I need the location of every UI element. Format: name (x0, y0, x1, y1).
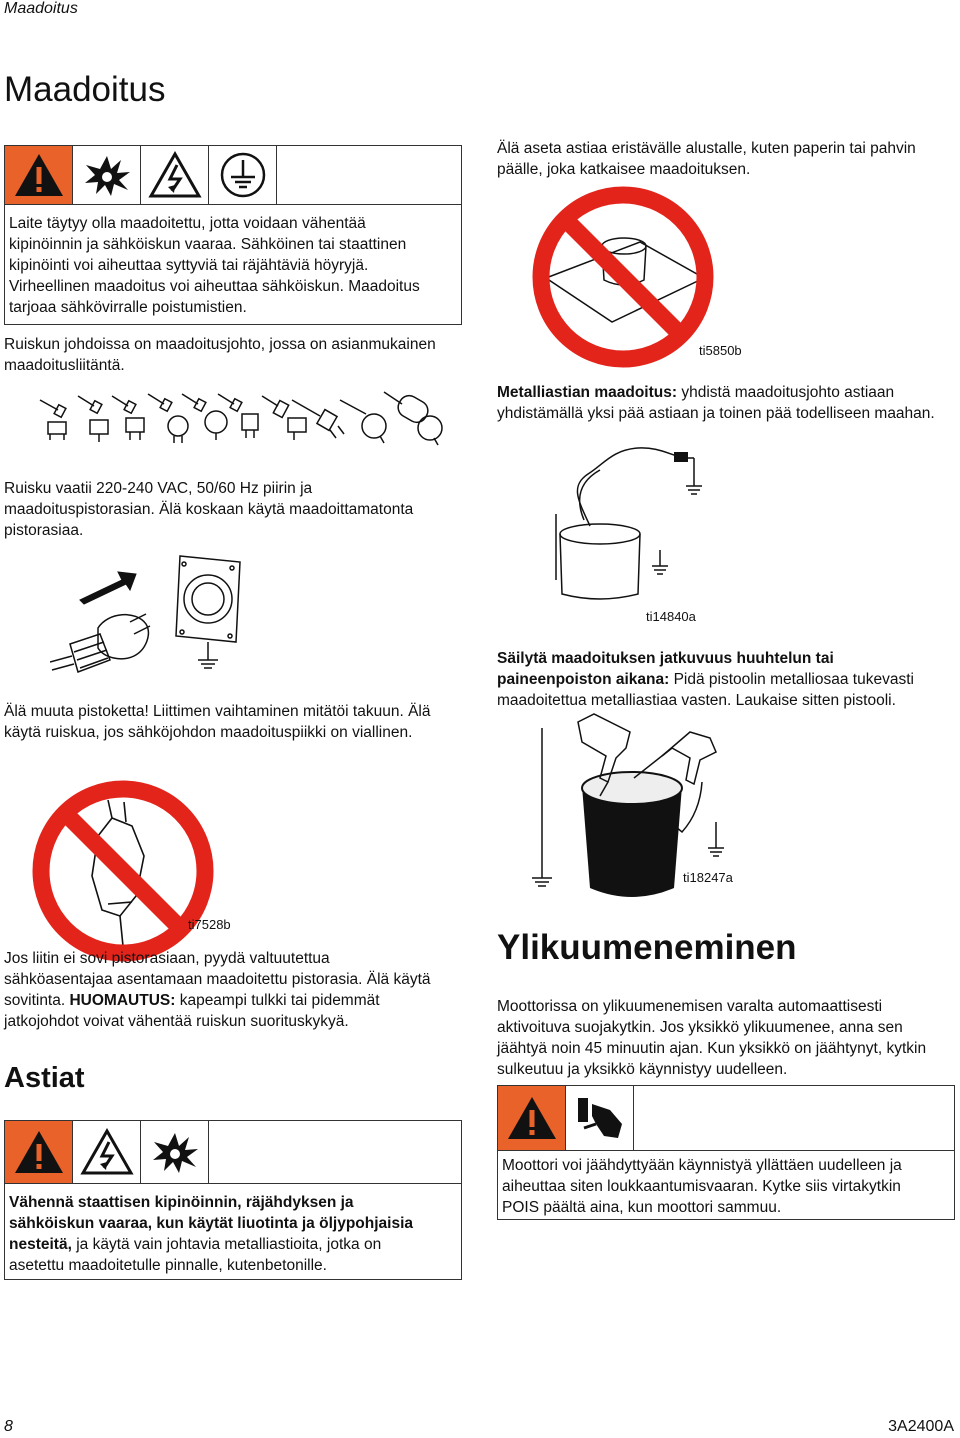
plug-outlet-illustration (50, 552, 250, 697)
cord-line: Ruiskun johdoissa on maadoitusjohto, jossa on asianmukainen (4, 336, 436, 353)
warning-text: asetettu maadoitetulle pinnalle, kutenbetonille. (9, 1257, 327, 1274)
adapter-line (4, 990, 431, 1011)
insulating-paragraph (497, 138, 916, 180)
insulating-line: päälle, joka katkaisee maadoituksen. (497, 161, 751, 178)
warning-triangle-icon (5, 1121, 73, 1183)
grounded-pail-illustration (548, 440, 708, 605)
overheat-line: Moottorissa on ylikuumenemisen varalta automaattisesti (497, 998, 883, 1015)
grounding-warning-box (4, 145, 462, 325)
section-title-containers: Astiat (4, 1062, 85, 1094)
overheat-paragraph (497, 996, 926, 1080)
warning-line: aiheuttaa siten loukkaantumisvaaran. Kytke siis virtakytkin (502, 1178, 901, 1195)
overheat-line: aktivoituva suojakytkin. Jos yksikkö ylikuumenee, anna sen (497, 1019, 903, 1036)
warning-line: kipinöinnin ja sähköiskun vaaraa. Sähköinen tai staattinen (9, 236, 407, 253)
cord-paragraph (4, 334, 436, 376)
warning-line: tarjoaa sähkövirralle poistumistien. (9, 299, 247, 316)
outlet-line: maadoituspistorasian. Älä koskaan käytä maadoittamatonta (4, 501, 414, 518)
metal-pail-text: yhdistämällä yksi pää astiaan ja toinen pää todelliseen maahan. (497, 405, 935, 422)
overheat-warning-box (497, 1085, 955, 1220)
flush-text: maadoitettua metalliastiaa vasten. Laukaise sitten pistooli. (497, 692, 896, 709)
overheat-title-text: Ylikuumeneminen (497, 928, 797, 967)
warning-text: ja käytä vain johtavia metalliastioita, jotka on (71, 1236, 382, 1253)
note-line: jatkojohdot voivat vähentää ruiskun suorituskykyä. (4, 1013, 349, 1030)
no-insulating-surface-illustration (528, 182, 718, 377)
warning-bold-text: Vähennä staattisen kipinöinnin, räjähdyksen ja (9, 1194, 354, 1211)
outlet-line: pistorasiaa. (4, 522, 84, 539)
metal-pail-paragraph (497, 382, 935, 424)
warning-triangle-icon (5, 146, 73, 204)
adapter-line: Jos liitin ei sovi pistorasiaan, pyydä valtuutettua (4, 950, 330, 967)
hand-entanglement-icon (566, 1086, 634, 1150)
flush-label: Säilytä maadoituksen jatkuvuus huuhtelun tai (497, 650, 834, 667)
note-label: HUOMAUTUS: (69, 992, 176, 1009)
adapter-text: sovitinta. (4, 992, 66, 1009)
plug-line: käytä ruiskua, jos sähköjohdon maadoituspiikki on viallinen. (4, 724, 413, 741)
figure-id: ti7528b (188, 917, 231, 932)
outlet-paragraph (4, 478, 413, 541)
metal-pail-text: yhdistä maadoitusjohto astiaan (677, 384, 895, 401)
overheat-line: sulkeutuu ja yksikkö käynnistyy uudelleen. (497, 1061, 788, 1078)
no-modify-plug-illustration (28, 776, 218, 971)
plug-line: Älä muuta pistoketta! Liittimen vaihtaminen mitätöi takuun. Älä (4, 703, 431, 720)
figure-id: ti18247a (683, 870, 733, 885)
metal-pail-label: Metalliastian maadoitus: (497, 384, 678, 401)
ground-symbol-icon (209, 146, 277, 204)
cord-line: maadoitusliitäntä. (4, 357, 125, 374)
running-header: Maadoitus (4, 0, 78, 17)
plug-types-illustration (30, 388, 450, 453)
document-id: 3A2400A (888, 1418, 954, 1435)
warning-bold-text: sähköiskun vaaraa, kun käytät liuotinta ja öljypohjaisia (9, 1215, 413, 1232)
containers-warning-box (4, 1120, 462, 1280)
section-title-overheat (497, 928, 797, 968)
adapter-line: sähköasentajaa asentamaan maadoitettu pistorasia. Älä käytä (4, 971, 431, 988)
figure-id: ti14840a (646, 609, 696, 624)
warning-line: Moottori voi jäähdyttyään käynnistyä yllättäen uudelleen ja (502, 1157, 902, 1174)
adapter-paragraph (4, 948, 431, 1032)
warning-line: kipinöinti voi aiheuttaa syttyviä tai räjähtäviä höyryjä. (9, 257, 369, 274)
overheat-line: jäähtyä noin 45 minuutin ajan. Kun yksikkö on jäähtynyt, kytkin (497, 1040, 927, 1057)
explosion-icon (73, 146, 141, 204)
section-title-grounding: Maadoitus (4, 70, 166, 109)
figure-id: ti5850b (699, 343, 742, 358)
flush-text: Pidä pistoolin metalliosaa tukevasti (669, 671, 914, 688)
note-text: kapeampi tulkki tai pidemmät (175, 992, 380, 1009)
flush-label: paineenpoiston aikana: (497, 671, 670, 688)
page-number: 8 (4, 1418, 13, 1435)
warning-line: POIS päältä aina, kun moottori sammuu. (502, 1199, 782, 1216)
plug-paragraph (4, 701, 430, 743)
flush-paragraph (497, 648, 914, 711)
explosion-icon (141, 1121, 209, 1183)
warning-triangle-icon (498, 1086, 566, 1150)
warning-line: Laite täytyy olla maadoitettu, jotta voidaan vähentää (9, 215, 366, 232)
outlet-line: Ruisku vaatii 220-240 VAC, 50/60 Hz piirin ja (4, 480, 313, 497)
warning-bold-text: nesteitä, (9, 1236, 72, 1253)
warning-line: Virheellinen maadoitus voi aiheuttaa sähköiskun. Maadoitus (9, 278, 420, 295)
insulating-line: Älä aseta astiaa eristävälle alustalle, kuten paperin tai pahvin (497, 140, 916, 157)
electric-shock-icon (73, 1121, 141, 1183)
electric-shock-icon (141, 146, 209, 204)
